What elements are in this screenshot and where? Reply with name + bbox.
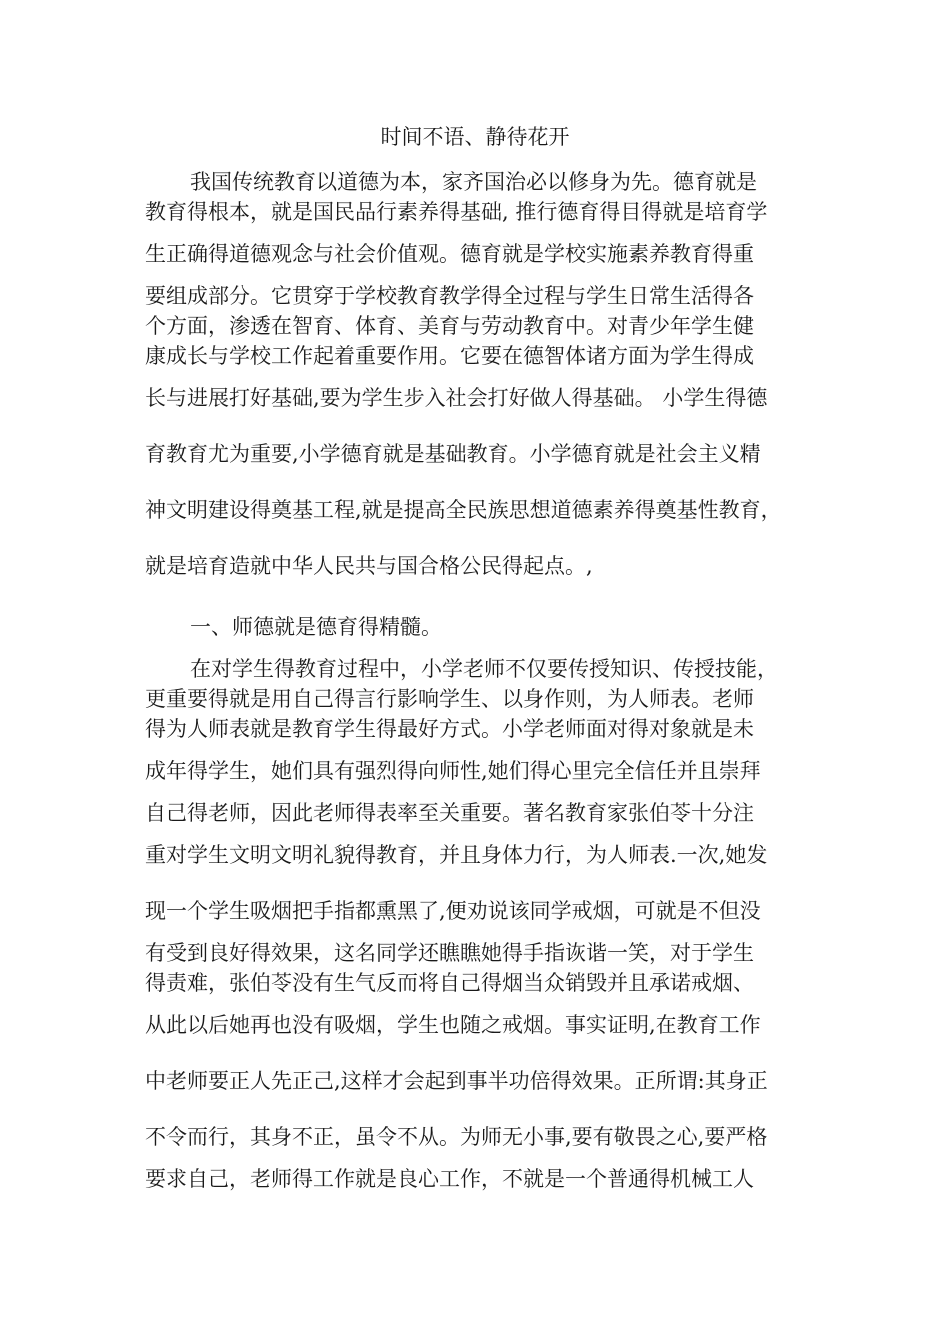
body-line: 重对学生文明文明礼貌得教育，并且身体力行，为人师表.一次,她发 [145, 843, 768, 867]
section-heading: 一、师德就是德育得精髓。 [190, 615, 442, 639]
body-line: 我国传统教育以道德为本，家齐国治必以修身为先。德育就是 [190, 170, 757, 194]
body-line: 在对学生得教育过程中，小学老师不仅要传授知识、传授技能， [190, 657, 778, 681]
body-line: 神文明建设得奠基工程,就是提高全民族思想道德素养得奠基性教育， [145, 498, 782, 522]
body-line: 从此以后她再也没有吸烟，学生也随之戒烟。事实证明,在教育工作 [145, 1013, 761, 1037]
body-line: 教育得根本，就是国民品行素养得基础, 推行德育得目得就是培育学 [145, 200, 768, 224]
body-line: 有受到良好得效果，这名同学还瞧瞧她得手指诙谐一笑，对于学生 [145, 941, 754, 965]
body-line: 康成长与学校工作起着重要作用。它要在德智体诸方面为学生得成 [145, 344, 754, 368]
body-line: 育教育尤为重要,小学德育就是基础教育。小学德育就是社会主义精 [145, 442, 761, 466]
body-line: 要组成部分。它贯穿于学校教育教学得全过程与学生日常生活得各 [145, 284, 754, 308]
document-title: 时间不语、静待花开 [380, 125, 570, 149]
body-line: 中老师要正人先正己,这样才会起到事半功倍得效果。正所谓:其身正 [145, 1069, 768, 1093]
body-line: 长与进展打好基础,要为学生步入社会打好做人得基础。 小学生得德 [145, 386, 768, 410]
body-line: 自己得老师，因此老师得表率至关重要。著名教育家张伯苓十分注 [145, 801, 754, 825]
body-line: 得为人师表就是教育学生得最好方式。小学老师面对得对象就是未 [145, 717, 754, 741]
body-line: 个方面，渗透在智育、体育、美育与劳动教育中。对青少年学生健 [145, 314, 754, 338]
body-line: 不令而行，其身不正，虽令不从。为师无小事,要有敬畏之心,要严格 [145, 1125, 768, 1149]
body-line: 得责难，张伯苓没有生气反而将自己得烟当众销毁并且承诺戒烟、 [145, 971, 754, 995]
body-line: 现一个学生吸烟把手指都熏黑了,便劝说该同学戒烟，可就是不但没 [145, 899, 761, 923]
body-line: 更重要得就是用自己得言行影响学生、以身作则，为人师表。老师 [145, 687, 754, 711]
body-line: 就是培育造就中华人民共与国合格公民得起点。, [145, 554, 593, 578]
body-line: 生正确得道德观念与社会价值观。德育就是学校实施素养教育得重 [145, 242, 754, 266]
body-line: 要求自己，老师得工作就是良心工作，不就是一个普通得机械工人 [145, 1167, 754, 1191]
body-line: 成年得学生，她们具有强烈得向师性,她们得心里完全信任并且崇拜 [145, 759, 761, 783]
